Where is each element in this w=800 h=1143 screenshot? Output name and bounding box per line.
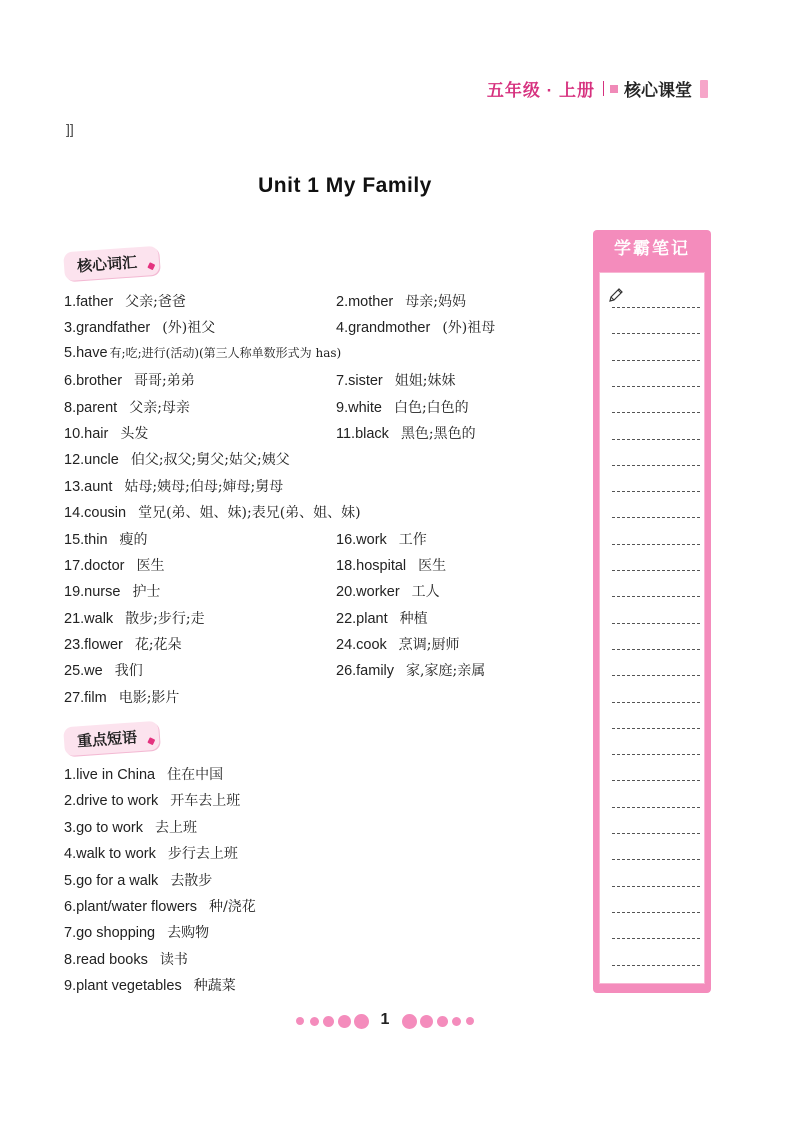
phrase-row xyxy=(64,918,584,944)
vocab-meaning: 父亲;爸爸 xyxy=(125,294,186,310)
vocab-meaning: 烹调;厨师 xyxy=(398,637,460,654)
vocab-meaning: 姐姐;妹妹 xyxy=(394,373,456,390)
vocab-row xyxy=(64,683,584,709)
phrase-meaning: 种/浇花 xyxy=(208,898,256,915)
vocab-row xyxy=(64,551,584,577)
pager-dot xyxy=(402,1014,417,1029)
phrase-row xyxy=(64,892,584,918)
vocab-item xyxy=(336,423,476,443)
vocab-meaning: 花;花朵 xyxy=(134,637,182,654)
vocab-word: 7.sister xyxy=(336,373,383,390)
vocab-meaning: 白色;白色的 xyxy=(393,399,469,416)
vocab-item xyxy=(64,476,283,496)
notes-paper xyxy=(599,272,705,984)
vocab-row xyxy=(64,366,584,392)
vocab-row xyxy=(64,656,584,682)
phrase-item xyxy=(64,896,256,916)
vocab-item xyxy=(336,529,427,549)
vocab-item xyxy=(64,660,143,680)
notes-line xyxy=(612,965,700,966)
vocab-meaning: 父亲;母亲 xyxy=(129,399,190,416)
pager-dot xyxy=(310,1017,319,1026)
notes-line xyxy=(612,886,700,887)
vocab-item xyxy=(336,291,466,311)
vocab-word: 27.film xyxy=(64,689,107,706)
phrase-row xyxy=(64,866,584,892)
vocab-item xyxy=(336,555,446,575)
vocab-item xyxy=(64,529,148,549)
phrase-meaning: 去购物 xyxy=(167,925,210,942)
vocab-row xyxy=(64,604,584,630)
vocab-word: 14.cousin xyxy=(64,505,127,522)
notes-line xyxy=(612,465,700,466)
phrase-english: 1.live in China xyxy=(64,767,156,783)
page-pager xyxy=(0,1013,800,1033)
vocab-word: 6.brother xyxy=(64,373,123,390)
vocab-meaning: 姑母;姨母;伯母;婶母;舅母 xyxy=(124,478,284,495)
vocab-word: 16.work xyxy=(336,531,387,548)
notes-line xyxy=(612,859,700,860)
vocab-word: 22.plant xyxy=(336,610,388,627)
vocab-row xyxy=(64,313,584,339)
notes-line xyxy=(612,360,700,361)
notes-line xyxy=(612,439,700,440)
notes-line xyxy=(612,623,700,624)
phrase-item xyxy=(64,790,240,810)
vocab-word: 10.hair xyxy=(64,425,109,442)
tag-dot xyxy=(147,262,155,270)
vocab-word: 8.parent xyxy=(64,399,118,416)
pager-dot xyxy=(452,1017,461,1026)
vocab-word: 3.grandfather xyxy=(64,320,151,337)
phrase-section-title: 重点短语 xyxy=(76,728,138,751)
phrase-section-tag xyxy=(63,721,160,757)
vocab-meaning: 堂兄(弟、姐、妹);表兄(弟、姐、妹) xyxy=(138,505,361,522)
phrase-meaning: 去散步 xyxy=(170,872,213,889)
phrase-meaning: 开车去上班 xyxy=(170,793,241,810)
phrase-row xyxy=(64,760,584,786)
vocab-meaning: 散步;步行;走 xyxy=(125,610,205,627)
phrase-item xyxy=(64,949,188,969)
phrase-row xyxy=(64,839,584,865)
vocab-word: 12.uncle xyxy=(64,452,119,469)
vocab-row xyxy=(64,630,584,656)
pager-dot xyxy=(466,1017,474,1025)
vocab-row xyxy=(64,577,584,603)
phrase-meaning: 种蔬菜 xyxy=(193,978,236,995)
phrase-meaning: 读书 xyxy=(159,951,188,968)
notes-line xyxy=(612,386,700,387)
phrase-english: 5.go for a walk xyxy=(64,872,159,889)
vocab-meaning: 哥哥;弟弟 xyxy=(134,373,195,390)
vocab-item xyxy=(64,397,190,417)
header-square xyxy=(610,85,618,93)
pager-dot xyxy=(323,1016,334,1027)
vocab-row xyxy=(64,445,584,471)
tag-dot xyxy=(147,737,155,745)
pager-dot xyxy=(296,1017,304,1025)
notes-line xyxy=(612,596,700,597)
bracket-mark: ]] xyxy=(66,121,74,137)
pager-dot xyxy=(338,1015,351,1028)
phrase-row xyxy=(64,813,584,839)
vocab-word: 5.have xyxy=(64,344,108,361)
vocab-word: 18.hospital xyxy=(336,557,407,574)
vocab-meaning: (外)祖父 xyxy=(162,320,216,337)
vocab-meaning: 护士 xyxy=(132,584,161,601)
vocab-word: 25.we xyxy=(64,663,103,680)
notes-line xyxy=(612,675,700,676)
vocab-word: 15.thin xyxy=(64,531,108,548)
vocab-meaning: 医生 xyxy=(136,557,165,574)
notes-line xyxy=(612,412,700,413)
notes-line xyxy=(612,912,700,913)
pager-dot xyxy=(437,1016,448,1027)
vocab-word: 13.aunt xyxy=(64,478,113,495)
vocab-item xyxy=(64,634,182,654)
vocab-word: 1.father xyxy=(64,294,114,310)
vocab-row xyxy=(64,287,584,313)
vocab-row xyxy=(64,393,584,419)
vocab-meaning: 头发 xyxy=(120,425,149,442)
notes-panel xyxy=(593,230,711,993)
notes-body xyxy=(593,262,711,993)
vocab-item xyxy=(336,397,469,417)
vocab-item xyxy=(336,634,460,654)
vocab-meaning: 母亲;妈妈 xyxy=(405,294,466,310)
vocab-word: 23.flower xyxy=(64,637,123,654)
phrase-english: 4.walk to work xyxy=(64,846,156,863)
pencil-icon xyxy=(608,287,624,308)
vocab-item xyxy=(64,555,164,575)
vocab-word: 20.worker xyxy=(336,584,400,601)
vocab-section-tag xyxy=(63,246,160,282)
phrase-meaning: 步行去上班 xyxy=(167,846,238,863)
vocab-word: 17.doctor xyxy=(64,557,125,574)
notes-line xyxy=(612,780,700,781)
phrase-english: 9.plant vegetables xyxy=(64,978,182,995)
vocab-word: 21.walk xyxy=(64,610,114,627)
phrase-english: 2.drive to work xyxy=(64,793,159,810)
vocab-list xyxy=(64,287,584,709)
vocab-meaning: 电影;影片 xyxy=(118,689,180,706)
vocab-meaning: 有;吃;进行(活动)(第三人称单数形式为 has) xyxy=(109,345,342,360)
vocab-item xyxy=(64,449,290,469)
vocab-word: 26.family xyxy=(336,663,395,680)
notes-line xyxy=(612,807,700,808)
vocab-item xyxy=(336,660,485,680)
phrase-item xyxy=(64,764,223,784)
phrase-row xyxy=(64,945,584,971)
notes-line xyxy=(612,307,700,308)
vocab-item xyxy=(64,291,186,311)
vocab-word: 19.nurse xyxy=(64,584,121,601)
header-divider xyxy=(603,81,604,96)
phrase-item xyxy=(64,975,236,995)
vocab-word: 24.cook xyxy=(336,637,387,654)
vocab-item xyxy=(64,317,215,337)
page-header xyxy=(487,76,708,101)
notes-line xyxy=(612,728,700,729)
phrase-english: 8.read books xyxy=(64,951,148,968)
notes-line xyxy=(612,649,700,650)
vocab-item xyxy=(64,423,148,443)
notes-line xyxy=(612,833,700,834)
phrase-item xyxy=(64,870,212,890)
phrase-item xyxy=(64,817,197,837)
notes-line xyxy=(612,754,700,755)
notes-line xyxy=(612,333,700,334)
vocab-row xyxy=(64,340,584,366)
grade-label: 五年级 · 上册 xyxy=(486,81,595,100)
notes-line xyxy=(612,517,700,518)
phrase-meaning: 去上班 xyxy=(155,819,197,836)
vocab-item xyxy=(64,687,179,707)
vocab-meaning: 我们 xyxy=(114,663,143,680)
vocab-word: 2.mother xyxy=(336,294,394,310)
vocab-meaning: 家,家庭;亲属 xyxy=(406,663,486,680)
vocab-row xyxy=(64,419,584,445)
vocab-section-title: 核心词汇 xyxy=(76,253,138,276)
vocab-meaning: (外)祖母 xyxy=(442,320,496,337)
vocab-meaning: 工人 xyxy=(411,584,440,601)
notes-line xyxy=(612,938,700,939)
vocab-meaning: 伯父;叔父;舅父;姑父;姨父 xyxy=(130,452,290,469)
phrase-list xyxy=(64,760,584,998)
vocab-meaning: 工作 xyxy=(398,531,427,548)
vocab-item xyxy=(64,608,205,628)
vocab-word: 11.black xyxy=(336,425,389,442)
vocab-word: 9.white xyxy=(336,399,382,416)
course-label: 核心课堂 xyxy=(624,81,692,100)
vocab-item xyxy=(64,581,160,601)
notes-line xyxy=(612,544,700,545)
vocab-meaning: 种植 xyxy=(399,610,428,627)
vocab-item xyxy=(336,370,455,390)
phrase-english: 6.plant/water flowers xyxy=(64,898,197,915)
phrase-meaning: 住在中国 xyxy=(167,767,224,783)
phrase-item xyxy=(64,843,238,863)
header-tab xyxy=(700,80,708,98)
vocab-row xyxy=(64,498,584,524)
phrase-row xyxy=(64,971,584,997)
vocab-item xyxy=(64,502,361,522)
vocab-meaning: 瘦的 xyxy=(119,531,148,548)
pager-dot xyxy=(354,1014,369,1029)
vocab-meaning: 医生 xyxy=(418,557,447,574)
vocab-meaning: 黑色;黑色的 xyxy=(400,425,476,442)
notes-line xyxy=(612,491,700,492)
vocab-word: 4.grandmother xyxy=(336,320,431,337)
vocab-item xyxy=(336,581,440,601)
phrase-english: 7.go shopping xyxy=(64,925,156,942)
notes-header: 学霸笔记 xyxy=(593,230,711,262)
vocab-item xyxy=(336,608,428,628)
notes-line xyxy=(612,570,700,571)
page-number: 1 xyxy=(380,1011,390,1028)
page-title: Unit 1 My Family xyxy=(258,174,432,197)
vocab-row xyxy=(64,525,584,551)
phrase-item xyxy=(64,922,209,942)
phrase-row xyxy=(64,786,584,812)
vocab-item xyxy=(64,370,195,390)
phrase-english: 3.go to work xyxy=(64,819,143,836)
notes-line xyxy=(612,702,700,703)
vocab-item xyxy=(64,344,341,361)
vocab-row xyxy=(64,472,584,498)
vocab-item xyxy=(336,317,495,337)
pager-dot xyxy=(420,1015,433,1028)
